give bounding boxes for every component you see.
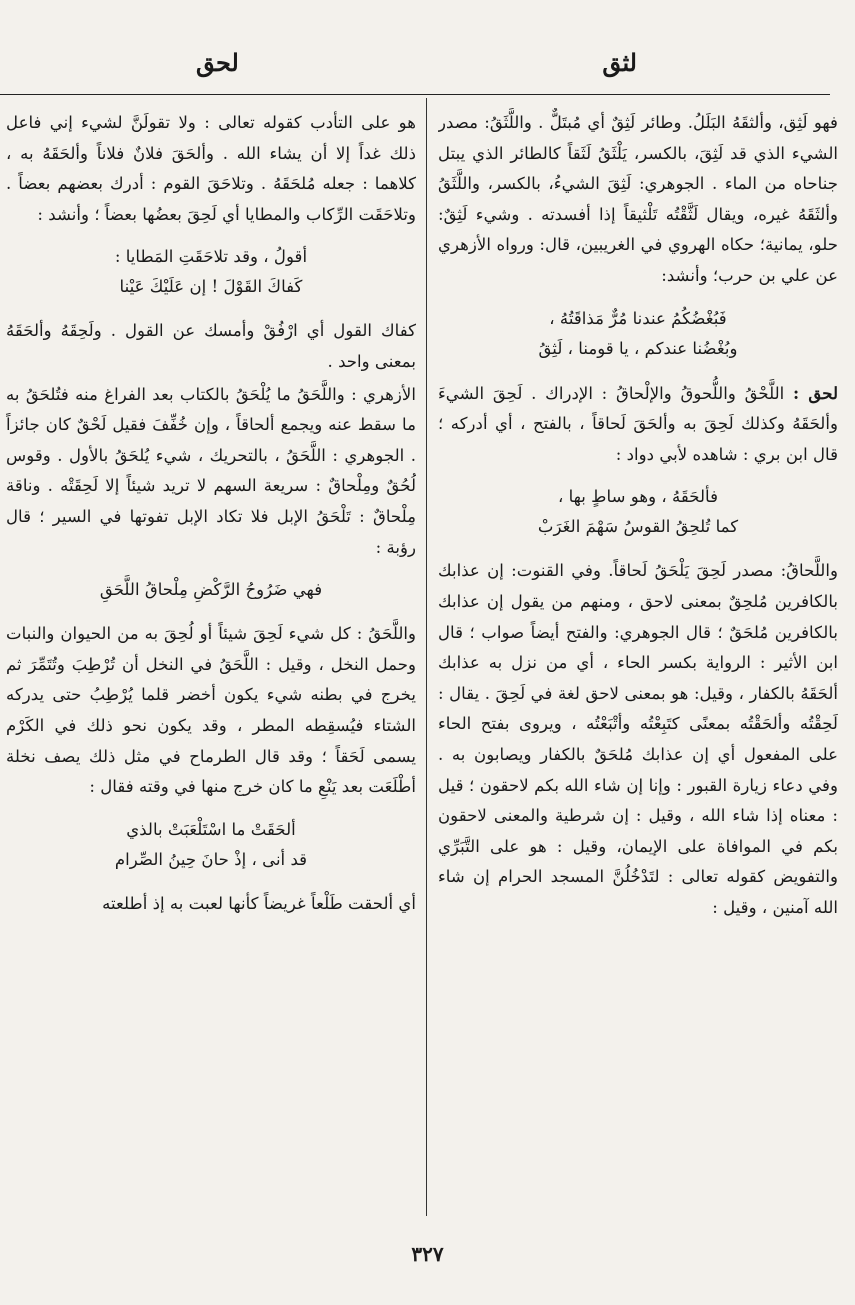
left-headword: لحق bbox=[196, 48, 239, 77]
left-paragraph-4: واللَّحَقُ : كل شيء لَحِقَ شيئاً أو لُحِقَ به من الحيوان والنبات وحمل النخل ، وقيل : اللَّحَقُ في النخل أن تُرْطِبَ وتُتَمِّرَ ثم يخرج في بطنه شيء يكون أخضر قلما يُرْطِبُ حتى يدركه الشتاء فيُسقِطه المطر ، وقد يكون نحو ذلك في الكَرْم يسمى لَحَقاً ؛ وقد قال الطرماح في مثل ذلك يصف نخلة أطْلَعَت بعد يَنْعِ ما كان خرج منها في وقته فقال : bbox=[6, 624, 416, 797]
verse-line: كَفاكَ القَوْلَ ! إن عَلَيْكَ عَيْنا bbox=[119, 277, 303, 297]
right-paragraph-1: فهو لَثِق، وألثقَهُ البَلَلُ. وطائر لَثِقٌ أي مُبتَلٌّ . واللَّثَقُ: مصدر الشيء الذي قد لَثِقَ، بالكسر، يَلْثَقُ لَثَقاً كالطائر الذي يبتل جناحاه من الماء . الجوهري: لَثِقَ الشيءُ، بالكسر، واللَّثَقُ وألثَقَهُ غيره، ويقال لَثَّقْتُه تَلْثيقاً إذا أفسدته . وشيء لَثِقٌ: حلو، يمانية؛ حكاه الهروي في الغريبين، قال: ورواه الأزهري عن علي بن حرب؛ وأنشد: bbox=[438, 113, 838, 285]
left-paragraph-1: هو على التأدب كقوله تعالى : ولا تقولَنَّ لشيء إني فاعل ذلك غداً إلا أن يشاء الله . وألحَقَ فلانٌ فلاناً وألحَقَهُ به ، كلاهما : جعله مُلحَقَهُ . وتلاحَقَ القوم : أدرك بعضهم بعضاً . وتلاحَقَت الرِّكاب والمطايا أي لَحِقَ بعضُها بعضاً ؛ وأنشد : bbox=[6, 113, 416, 224]
verse-line: أقولُ ، وقد تلاحَقَتِ المَطايا : bbox=[114, 247, 308, 267]
verse-line: فَبُغْضُكُمُ عندنا مُرٌّ مَذاقَتُهُ ، bbox=[549, 308, 727, 328]
header-rule bbox=[0, 94, 830, 95]
entry-text: اللَّحْقُ واللُّحوقُ والإلْحاقُ : الإدراك . لَحِقَ الشيءَ وألحَقَهُ وكذلك لَحِقَ به وألحَقَ لَحاقاً ، بالفتح ، أي أدركه ؛ قال ابن بري : شاهده لأبي دواد : bbox=[438, 383, 838, 464]
verse-line: ألحَقَتْ ما اسْتَلْعَبَتْ بالذي bbox=[126, 819, 296, 839]
left-verse-2 bbox=[6, 575, 416, 605]
right-column bbox=[438, 108, 838, 1218]
right-headword: لثق bbox=[602, 48, 637, 77]
left-verse-1 bbox=[6, 242, 416, 302]
verse-line: وبُغْضُنا عندكم ، يا قومنا ، لَثِقُ bbox=[538, 338, 738, 358]
verse-line: قد أنى ، إذْ حانَ حِينُ الصِّرام bbox=[114, 849, 308, 869]
right-verse-1 bbox=[438, 304, 838, 364]
column-divider bbox=[426, 98, 427, 1216]
right-paragraph-2 bbox=[438, 378, 838, 471]
left-paragraph-5: أي ألحقت طَلْعاً غريضاً كأنها لعبت به إذ أطلعته bbox=[102, 893, 416, 913]
left-paragraph-2: كفاك القول أي ارْفُقْ وأمسك عن القول . ولَحِقَهُ وألحَقَهُ بمعنى واحد . bbox=[6, 321, 416, 371]
entry-headword: لحق : bbox=[793, 382, 838, 403]
left-verse-3 bbox=[6, 815, 416, 875]
verse-line: فهي ضَرُوحُ الرَّكْضِ مِلْحاقُ اللَّحَقِ bbox=[99, 580, 323, 600]
page-header bbox=[0, 48, 855, 92]
verse-line: فألحَقَهُ ، وهو ساطٍ بها ، bbox=[557, 487, 719, 507]
left-column bbox=[6, 108, 416, 1218]
verse-line: كما تُلحِقُ القوسُ سَهْمَ الغَرَبْ bbox=[537, 517, 739, 537]
right-verse-2 bbox=[438, 482, 838, 542]
left-paragraph-3: الأزهري : واللَّحَقُ ما يُلْحَقُ بالكتاب بعد الفراغ منه فتُلحَقُ به ما سقط عنه ويجمع ألحاقاً ، وإن خُفِّفَ فقيل لَحْقٌ كان جائزاً . الجوهري : اللَّحَقُ ، بالتحريك ، شيء يُلحَقُ بالأول . وقوس لُحُقٌ ومِلْحاقٌ : سريعة السهم لا تريد شيئاً إلا لَحِقَتْه . وناقة مِلْحاقٌ : تَلْحَقُ الإبل فلا تكاد الإبل تفوتها في السير ؛ قال رؤبة : bbox=[6, 384, 416, 557]
page-number: ٣٢٧ bbox=[411, 1242, 444, 1266]
right-paragraph-3: واللَّحاقُ: مصدر لَحِقَ يَلْحَقُ لَحاقاً. وفي القنوت: إن عذابك بالكافرين مُلحِقٌ بمعنى لاحق ، ومنهم من يقول إن عذابك بالكافرين مُلحَقٌ ؛ قال الجوهري: والفتح أيضاً صواب ؛ قال ابن الأثير : الرواية بكسر الحاء ، أي من نزل به عذابك ألحَقَهُ بالكفار ، وقيل: هو بمعنى لاحق لغة في لَحِقَ . يقال : لَحِقْتُه وألحَقْتُه بمعنًى كتَبِعْتُه وأتْبَعْتُه ، ويروى بفتح الحاء على المفعول أي إن عذابك مُلحَقٌ بالكفار ويصابون به . وفي دعاء زيارة القبور : وإنا إن شاء الله بكم لاحقون ؛ قيل : معناه إذا شاء الله ، وقيل : إن شرطية والمعنى لاحقون بكم في الموافاة على الإيمان، وقيل : هو على التَّبَرِّي والتفويض كقوله تعالى : لتَدْخُلُنَّ المسجد الحرام إن شاء الله آمنين ، وقيل : bbox=[438, 561, 838, 917]
